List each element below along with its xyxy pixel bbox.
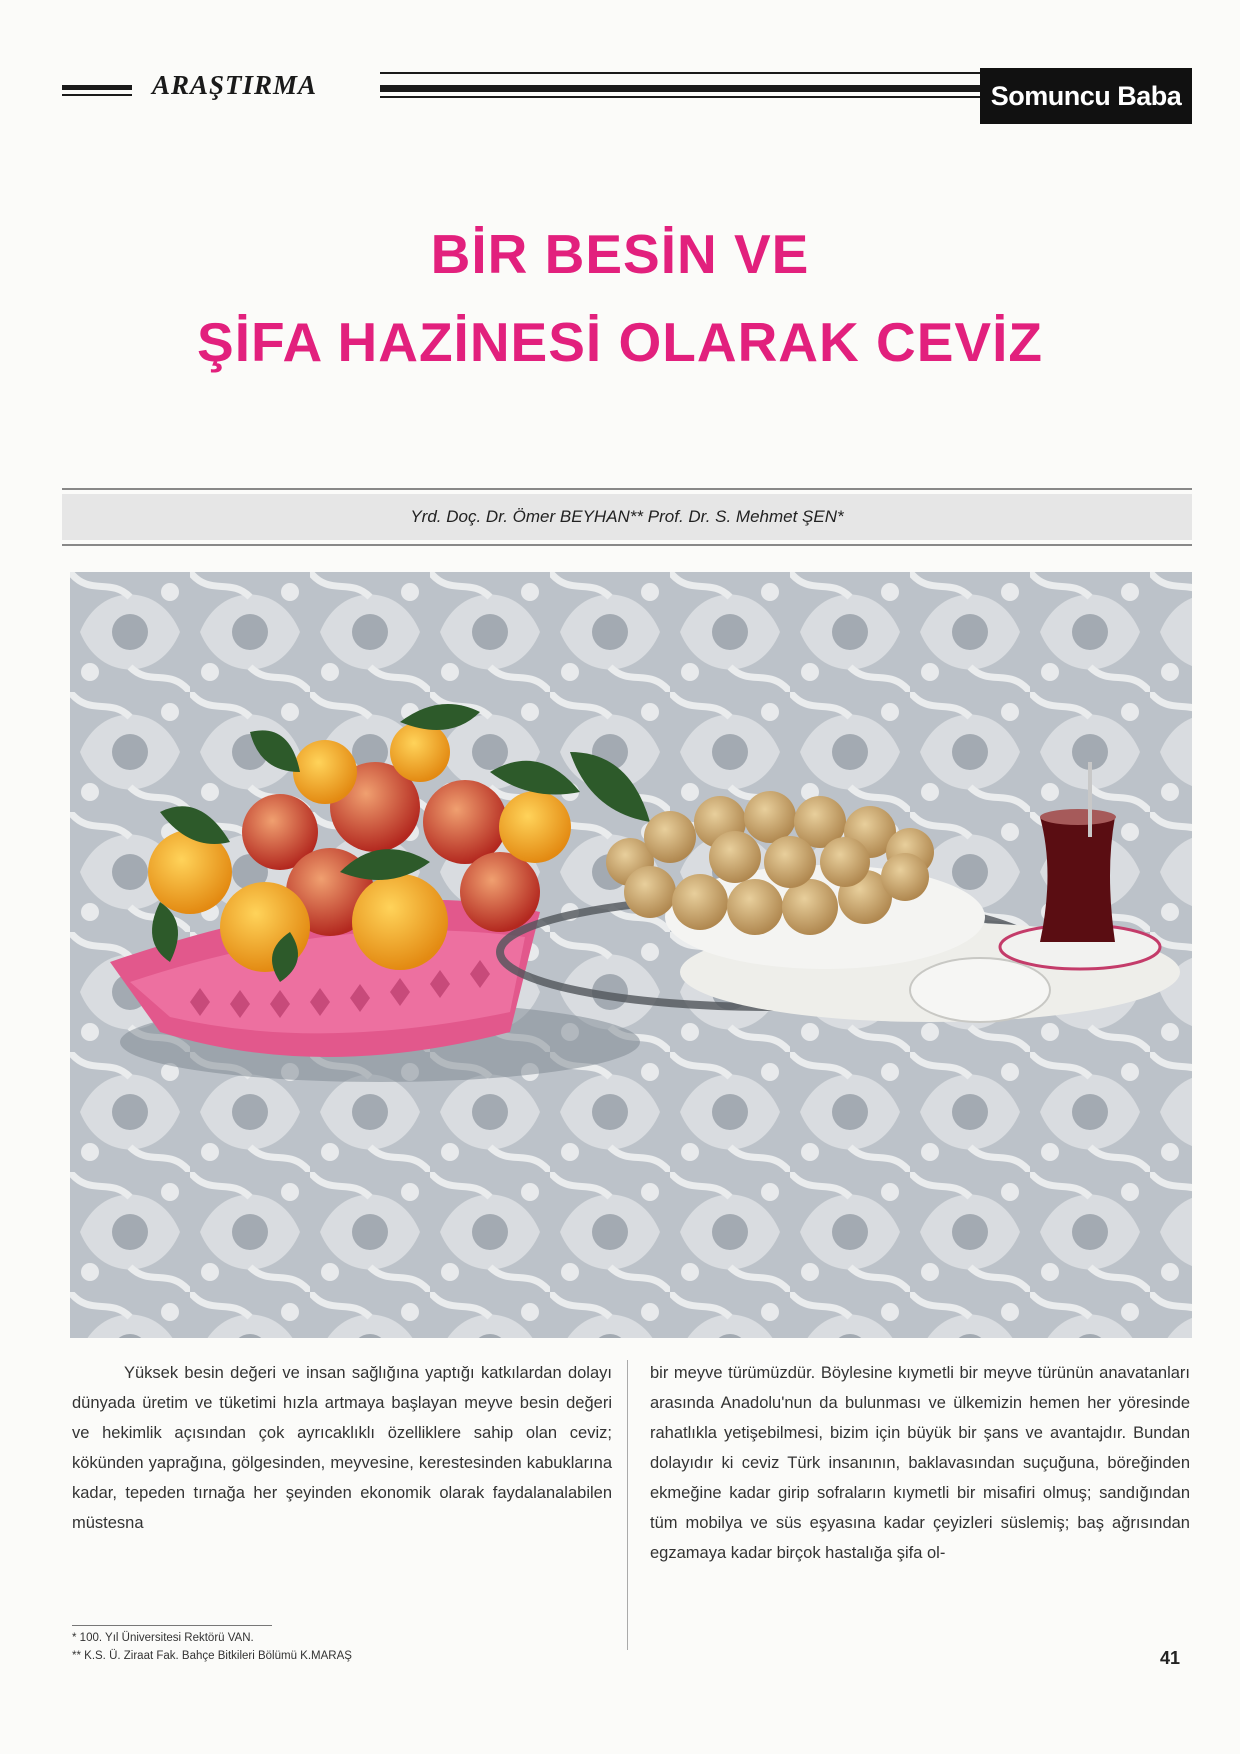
footnote-1: * 100. Yıl Üniversitesi Rektörü VAN.: [72, 1632, 254, 1644]
header-rule-thick: [380, 85, 982, 92]
body-column-left: Yüksek besin değeri ve insan sağlığına yaptığı katkılardan dolayı dünyada üretim ve tüketimi hızla artmaya başlayan meyve besin değeri ve hekimlik açısından çok ayrıcaklıklı özelliklere sahip olan ceviz; kökünden yaprağına, gölgesinden, meyvesine, kerestesinden kabuklarına kadar, tepeden tırnağa her şeyinden ekonomik olarak faydalanalabilen müstesna: [72, 1364, 612, 1532]
page-number: 41: [1160, 1648, 1181, 1668]
footnote-rule: [72, 1625, 272, 1626]
magazine-brand: Somuncu Baba: [980, 68, 1192, 124]
header-rule-bottom: [380, 96, 982, 98]
header-rule-top: [380, 72, 982, 74]
authors-band-top-rule: [62, 488, 1192, 490]
section-label: ARAŞTIRMA: [152, 70, 318, 100]
article-title-line-1: BİR BESİN VE: [430, 223, 810, 285]
header-rule-left: [62, 85, 132, 90]
walnut-still-life-photo: [70, 572, 1192, 1338]
header-rule-left-thin: [62, 94, 132, 96]
authors-text: Yrd. Doç. Dr. Ömer BEYHAN** Prof. Dr. S. Mehmet ŞEN*: [410, 507, 844, 526]
footnote-2: ** K.S. Ü. Ziraat Fak. Bahçe Bitkileri Bölümü K.MARAŞ: [72, 1650, 352, 1662]
authors-band-bottom-rule: [62, 544, 1192, 546]
authors-band: [62, 494, 1192, 540]
article-title-line-2: ŞİFA HAZİNESİ OLARAK CEVİZ: [197, 311, 1043, 373]
column-divider: [627, 1360, 628, 1650]
sugar-bowl: [910, 958, 1050, 1022]
body-column-right: bir meyve türümüzdür. Böylesine kıymetli bir meyve türünün anavatanları arasında Anadolu'nun da bulunması ve ülkemizin hemen her yöresinde rahatlıkla yetişebilmesi, bizim için büyük bir şans ve avantajdır. Bundan dolayıdır ki ceviz Türk insanının, baklavasından suçuğuna, böreğinden ekmeğine kadar girip sofraların kıymetli bir misafiri olmuş; sandığından tüm mobilya ve süs eşyasına kadar çeyizleri süslemiş; baş ağrısından egzamaya kadar birçok hastalığa şifa ol-: [650, 1364, 1190, 1562]
